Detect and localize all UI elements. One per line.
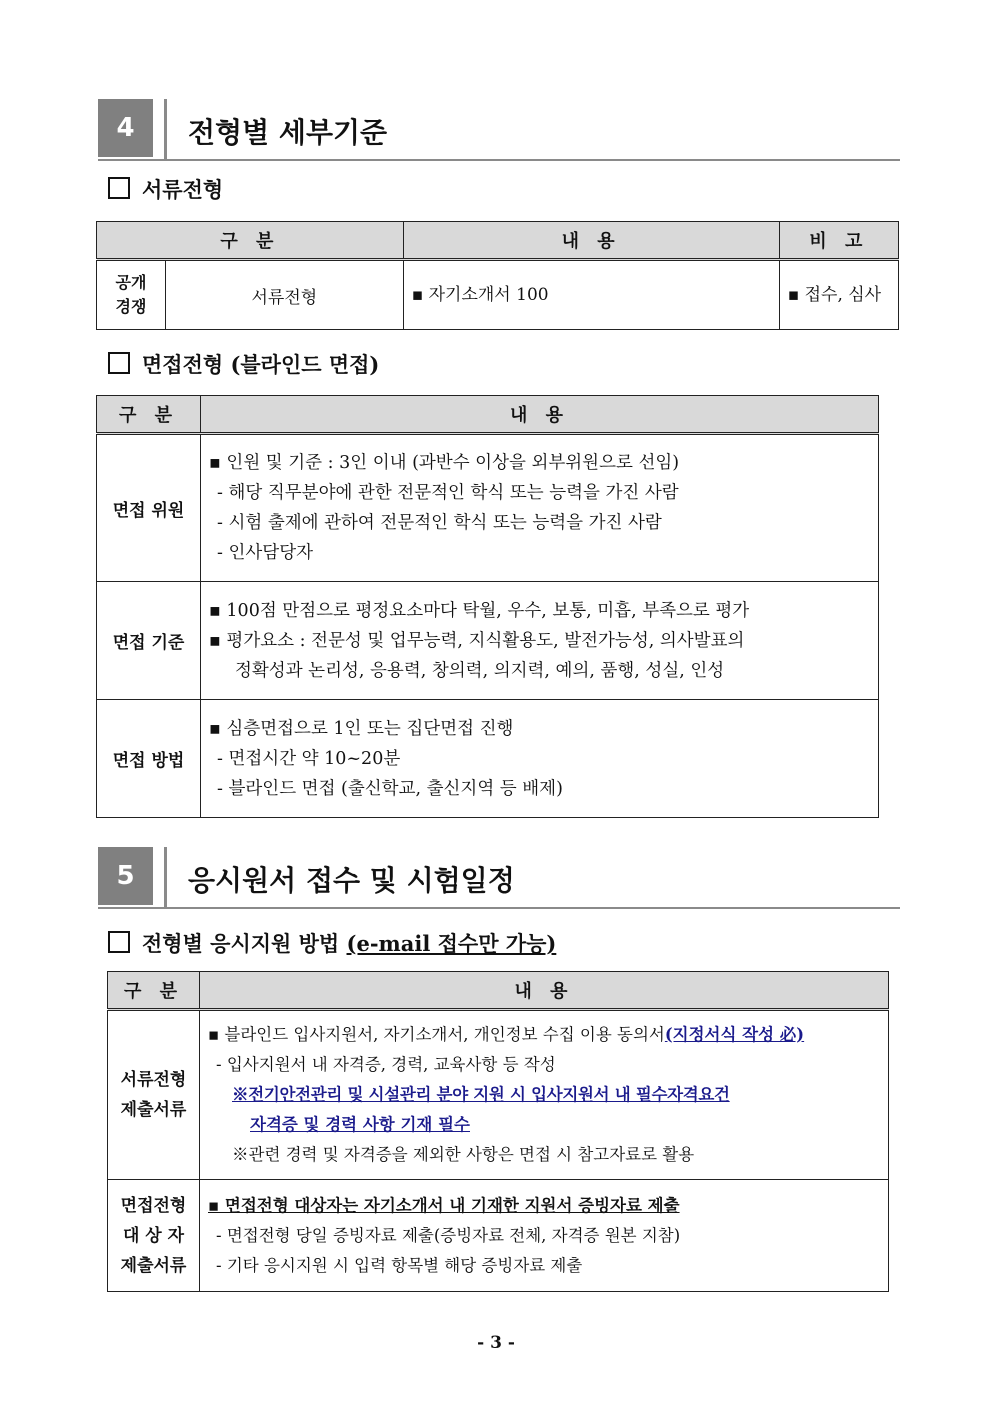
section-title: 응시원서 접수 및 시험일정 — [188, 864, 515, 897]
list-item: - 기타 응시지원 시 입력 항목별 해당 증빙자료 제출 — [216, 1255, 583, 1275]
list-item — [208, 1020, 884, 1050]
page-number: - 3 - — [477, 1333, 515, 1353]
list-item: ▪ 인원 및 기준 : 3인 이내 (과반수 이상을 외부위원으로 선임) — [209, 453, 680, 473]
list-item: ▪ 평가요소 : 전문성 및 업무능력, 지식활용도, 발전가능성, 의사발표의 — [209, 630, 745, 651]
section-number: 5 — [98, 847, 153, 905]
section-divider — [164, 99, 167, 159]
row-label: 면접 위원 — [97, 434, 201, 582]
subsection-heading — [108, 928, 556, 958]
doc-screening-table — [96, 221, 899, 330]
subsection-title: 면접전형 (블라인드 면접) — [142, 352, 380, 377]
list-item: - 블라인드 면접 (출신학교, 출신지역 등 배제) — [217, 778, 563, 799]
table-header: 내 용 — [201, 396, 879, 434]
row-note: ▪ 접수, 심사 — [779, 260, 898, 330]
table-header: 구 분 — [108, 972, 200, 1010]
section-title: 전형별 세부기준 — [188, 116, 388, 149]
notice-required: ※전기안전관리 및 시설관리 분야 지원 시 입사지원서 내 필수자격요건 — [232, 1085, 730, 1104]
table-header: 비 고 — [779, 222, 898, 260]
row-content — [201, 700, 879, 818]
section-number: 4 — [98, 99, 153, 157]
row-content — [201, 582, 879, 700]
section-4-header — [98, 99, 900, 161]
list-item-text: ▪ 블라인드 입사지원서, 자기소개서, 개인정보 수집 이용 동의서 — [208, 1025, 665, 1044]
list-item: - 면접전형 당일 증빙자료 제출(증빙자료 전체, 자격증 원본 지참) — [216, 1225, 681, 1245]
list-item: - 시험 출제에 관하여 전문적인 학식 또는 능력을 가진 사람 — [217, 513, 662, 533]
list-item: ▪ 면접전형 대상자는 자기소개서 내 기재한 지원서 증빙자료 제출 — [208, 1195, 680, 1215]
table-header: 구 분 — [97, 396, 201, 434]
section-divider — [164, 847, 167, 907]
subsection-title: 서류전형 — [142, 177, 224, 202]
section-5-header — [98, 847, 900, 909]
row-content: ▪ 자기소개서 100 — [403, 260, 779, 330]
list-item: - 면접시간 약 10~20분 — [217, 748, 401, 769]
list-item: - 인사담당자 — [217, 543, 314, 563]
table-header: 내 용 — [403, 222, 779, 260]
application-table — [107, 971, 889, 1292]
list-item: - 해당 직무분야에 관한 전문적인 학식 또는 능력을 가진 사람 — [217, 483, 679, 503]
subsection-heading — [108, 174, 223, 204]
list-item: ▪ 100점 만점으로 평정요소마다 탁월, 우수, 보통, 미흡, 부족으로 평가 — [209, 600, 750, 621]
row-label: 면접 기준 — [97, 582, 201, 700]
checkbox-square-icon — [108, 177, 130, 199]
list-item: - 입사지원서 내 자격증, 경력, 교육사항 등 작성 — [216, 1055, 556, 1074]
checkbox-square-icon — [108, 931, 130, 953]
row-content — [200, 1180, 889, 1292]
row-label: 면접 방법 — [97, 700, 201, 818]
row-label: 면접전형 대 상 자 제출서류 — [108, 1180, 200, 1292]
notice-reference: ※관련 경력 및 자격증을 제외한 사항은 면접 시 참고자료로 활용 — [232, 1145, 695, 1164]
table-header: 구 분 — [97, 222, 404, 260]
row-content — [201, 434, 879, 582]
subsection-title: 전형별 응시지원 방법 — [142, 931, 340, 956]
row-label: 서류전형 제출서류 — [108, 1010, 200, 1180]
list-item: 정확성과 논리성, 응용력, 창의력, 의지력, 예의, 품행, 성실, 인성 — [235, 660, 725, 681]
row-type: 서류전형 — [166, 260, 404, 330]
subsection-heading — [108, 349, 379, 379]
interview-table — [96, 395, 879, 818]
subsection-title-emphasis: (e-mail 접수만 가능) — [346, 931, 557, 956]
list-item: ▪ 심층면접으로 1인 또는 집단면접 진행 — [209, 718, 514, 739]
row-content — [200, 1010, 889, 1180]
table-header: 내 용 — [200, 972, 889, 1010]
notice-required: 자격증 및 경력 사항 기재 필수 — [250, 1115, 470, 1134]
checkbox-square-icon — [108, 352, 130, 374]
list-item-emphasis: (지정서식 작성 必) — [664, 1025, 805, 1044]
row-group-label: 공개 경쟁 — [97, 260, 166, 330]
